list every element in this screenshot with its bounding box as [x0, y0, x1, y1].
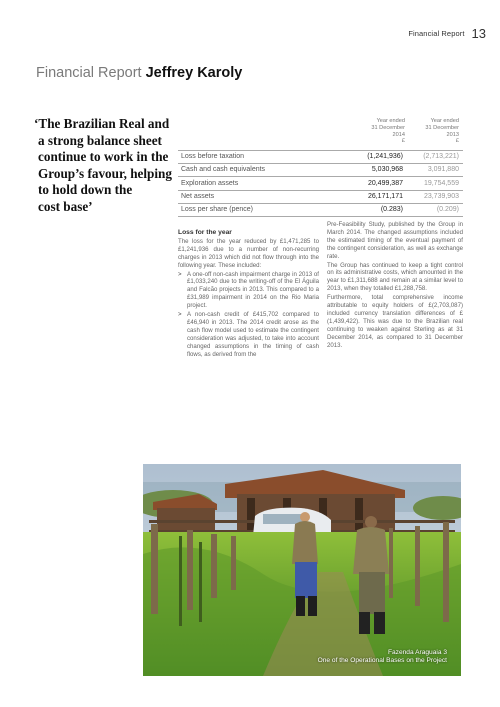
bullet-text: A non-cash credit of £415,702 compared to £46,940 in 2013. The 2014 credit arose as the cash flow model used to estimate the contingent consideration was adjusted, to take into account changed assumptions in the timing of cash flows, as derived from the — [187, 311, 319, 358]
table-row — [178, 176, 463, 189]
page-number: 13 — [471, 26, 486, 41]
column-header-year: 2013 — [446, 131, 459, 138]
pull-quote-line: ‘The Brazilian Real and — [34, 116, 170, 131]
body-column-right — [327, 221, 463, 351]
body-paragraph: The Group has continued to keep a tight control on its administrative costs, which amounted in the year to £1,311,688 and remain at a similar level to 2013, when they totalled £1,288,758. — [327, 261, 463, 293]
table-row — [178, 203, 463, 217]
table-row — [178, 150, 463, 163]
page-title-section: Financial Report — [36, 65, 146, 81]
pull-quote-line: cost base’ — [38, 198, 93, 214]
bullet-item — [178, 271, 319, 311]
column-header-2013 — [399, 118, 459, 145]
value-2013: (2,713,221) — [423, 153, 459, 161]
value-2013: (0.209) — [436, 206, 459, 214]
financial-highlights-table — [178, 118, 463, 217]
row-label: Loss before taxation — [181, 153, 245, 161]
page-title — [36, 65, 242, 81]
photo-caption-subtitle: One of the Operational Bases on the Project — [317, 657, 447, 664]
body-paragraph: The loss for the year reduced by £1,471,285 to £1,241,936 due to a number of non-recurring charges in 2013 which did not flow through into the following year. These included: — [178, 237, 319, 269]
bullet-marker-icon: > — [178, 270, 182, 278]
column-header-year: 2014 — [392, 131, 405, 138]
value-2014: (1,241,936) — [367, 153, 403, 161]
value-2013: 3,091,880 — [427, 166, 459, 174]
running-header-section: Financial Report — [408, 29, 465, 38]
section-subheading: Loss for the year — [178, 229, 232, 236]
photo-caption — [318, 649, 447, 665]
table-row — [178, 163, 463, 176]
column-header-currency: £ — [401, 138, 405, 145]
table-row — [178, 190, 463, 203]
pull-quote-line: to hold down the — [38, 182, 133, 197]
value-2014: 20,499,387 — [367, 179, 403, 187]
table-header — [178, 118, 463, 150]
value-2014: (0.283) — [380, 206, 403, 214]
column-header-currency: £ — [455, 138, 459, 145]
running-header — [408, 26, 486, 41]
pull-quote-line: Group’s favour, helping — [38, 165, 172, 181]
pull-quote-line: a strong balance sheet — [38, 132, 162, 148]
column-header-text: Year ended — [430, 118, 459, 124]
column-header-text: Year ended — [376, 118, 405, 124]
farm-photo — [143, 464, 461, 676]
body-paragraph: Pre-Feasibility Study, published by the Group in March 2014. The changed assumptions included the estimated timing of the eventual payment of the contingent consideration, as well as exchange rate. — [327, 221, 463, 260]
farm-photo-illustration — [143, 464, 461, 676]
bullet-text: A one-off non-cash impairment charge in 2013 of £1,033,240 due to the writing-off of the El Águila and Falcão projects in 2013. This compared to a £31,989 impairment in 2014 on the Rio Maria project. — [187, 270, 319, 310]
value-2014: 5,030,968 — [371, 166, 403, 174]
row-label: Loss per share (pence) — [181, 206, 253, 214]
body-column-left — [178, 229, 319, 360]
body-paragraph: Furthermore, total comprehensive income attributable to equity holders of £(2,703,087) included currency translation differences of £(1,439,422). This was due to the Brazilian real continuing to weaken against Sterling as at 31 December 2014, as compared to 31 December 2013. — [327, 294, 463, 349]
pull-quote — [34, 116, 184, 215]
value-2013: 23,739,903 — [423, 192, 459, 200]
photo-caption-title: Fazenda Araguaia 3 — [387, 649, 447, 656]
value-2013: 19,754,559 — [423, 179, 459, 187]
page-title-author: Jeffrey Karoly — [145, 65, 243, 81]
bullet-item — [178, 311, 319, 358]
pull-quote-line: continue to work in the — [38, 149, 169, 164]
bullet-marker-icon: > — [178, 311, 182, 319]
value-2014: 26,171,171 — [367, 192, 403, 200]
column-header-text: 31 December — [425, 124, 459, 131]
row-label: Cash and cash equivalents — [181, 166, 266, 174]
row-label: Net assets — [181, 192, 215, 200]
row-label: Exploration assets — [181, 179, 239, 187]
column-header-text: 31 December — [371, 124, 405, 131]
column-header-2014 — [345, 118, 405, 145]
